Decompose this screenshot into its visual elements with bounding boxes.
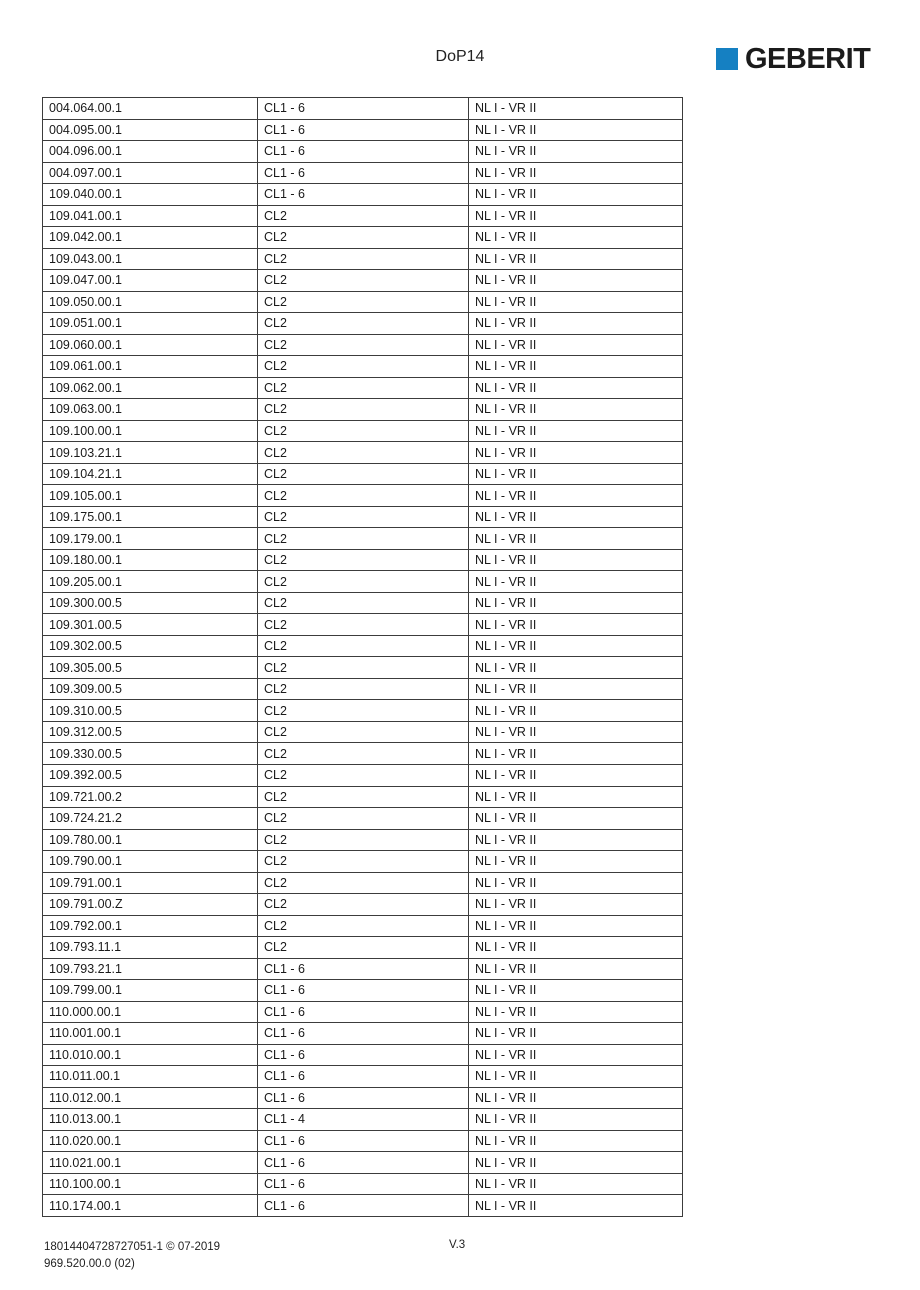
- class-cell: CL2: [258, 743, 469, 765]
- article-cell: 109.041.00.1: [43, 205, 258, 227]
- approval-cell: NL I - VR II: [469, 1001, 683, 1023]
- table-row: [43, 184, 683, 206]
- table-row: [43, 162, 683, 184]
- approval-cell: NL I - VR II: [469, 1152, 683, 1174]
- approval-cell: NL I - VR II: [469, 184, 683, 206]
- table-row: [43, 1109, 683, 1131]
- approval-cell: NL I - VR II: [469, 1066, 683, 1088]
- approval-cell: NL I - VR II: [469, 162, 683, 184]
- table-row: [43, 743, 683, 765]
- approval-cell: NL I - VR II: [469, 549, 683, 571]
- table-row: [43, 420, 683, 442]
- article-cell: 109.309.00.5: [43, 678, 258, 700]
- article-cell: 110.012.00.1: [43, 1087, 258, 1109]
- approval-cell: NL I - VR II: [469, 377, 683, 399]
- article-cell: 109.793.11.1: [43, 937, 258, 959]
- class-cell: CL1 - 6: [258, 1195, 469, 1217]
- footer-version: V.3: [449, 1239, 466, 1251]
- approval-cell: NL I - VR II: [469, 958, 683, 980]
- approval-cell: NL I - VR II: [469, 872, 683, 894]
- table-row: [43, 1152, 683, 1174]
- class-cell: CL2: [258, 786, 469, 808]
- approval-cell: NL I - VR II: [469, 119, 683, 141]
- table-row: [43, 506, 683, 528]
- table-row: [43, 1044, 683, 1066]
- class-cell: CL1 - 6: [258, 119, 469, 141]
- approval-cell: NL I - VR II: [469, 743, 683, 765]
- table-row: [43, 678, 683, 700]
- approval-cell: NL I - VR II: [469, 808, 683, 830]
- article-cell: 109.050.00.1: [43, 291, 258, 313]
- class-cell: CL1 - 6: [258, 958, 469, 980]
- table-row: [43, 657, 683, 679]
- approval-cell: NL I - VR II: [469, 98, 683, 120]
- class-cell: CL1 - 6: [258, 980, 469, 1002]
- article-cell: 109.179.00.1: [43, 528, 258, 550]
- table-row: [43, 614, 683, 636]
- class-cell: CL1 - 6: [258, 1087, 469, 1109]
- class-cell: CL1 - 6: [258, 1044, 469, 1066]
- article-cell: 109.103.21.1: [43, 442, 258, 464]
- table-row: [43, 700, 683, 722]
- class-cell: CL2: [258, 377, 469, 399]
- class-cell: CL1 - 6: [258, 1152, 469, 1174]
- article-cell: 109.302.00.5: [43, 635, 258, 657]
- table-row: [43, 721, 683, 743]
- table-row: [43, 205, 683, 227]
- article-cell: 109.330.00.5: [43, 743, 258, 765]
- geberit-logo-square-icon: [716, 48, 738, 70]
- article-cell: 109.062.00.1: [43, 377, 258, 399]
- table-row: [43, 463, 683, 485]
- table-row: [43, 270, 683, 292]
- approval-cell: NL I - VR II: [469, 786, 683, 808]
- table-row: [43, 764, 683, 786]
- article-cell: 109.205.00.1: [43, 571, 258, 593]
- approval-cell: NL I - VR II: [469, 270, 683, 292]
- class-cell: CL2: [258, 356, 469, 378]
- article-cell: 109.791.00.Z: [43, 894, 258, 916]
- class-cell: CL2: [258, 227, 469, 249]
- table-row: [43, 851, 683, 873]
- approval-cell: NL I - VR II: [469, 657, 683, 679]
- geberit-logo-text: GEBERIT: [745, 43, 871, 75]
- class-cell: CL2: [258, 592, 469, 614]
- article-cell: 004.095.00.1: [43, 119, 258, 141]
- article-cell: 109.310.00.5: [43, 700, 258, 722]
- class-cell: CL1 - 6: [258, 141, 469, 163]
- article-cell: 004.064.00.1: [43, 98, 258, 120]
- table-row: [43, 829, 683, 851]
- article-cell: 110.100.00.1: [43, 1173, 258, 1195]
- approval-cell: NL I - VR II: [469, 980, 683, 1002]
- approval-cell: NL I - VR II: [469, 678, 683, 700]
- table-row: [43, 141, 683, 163]
- article-cell: 109.060.00.1: [43, 334, 258, 356]
- table-row: [43, 291, 683, 313]
- approval-cell: NL I - VR II: [469, 635, 683, 657]
- article-cell: 110.000.00.1: [43, 1001, 258, 1023]
- approval-cell: NL I - VR II: [469, 1044, 683, 1066]
- article-cell: 109.040.00.1: [43, 184, 258, 206]
- class-cell: CL2: [258, 205, 469, 227]
- article-cell: 110.010.00.1: [43, 1044, 258, 1066]
- article-cell: 109.105.00.1: [43, 485, 258, 507]
- approval-cell: NL I - VR II: [469, 442, 683, 464]
- class-cell: CL1 - 6: [258, 1023, 469, 1045]
- approval-cell: NL I - VR II: [469, 894, 683, 916]
- class-cell: CL2: [258, 291, 469, 313]
- article-cell: 109.780.00.1: [43, 829, 258, 851]
- table-row: [43, 937, 683, 959]
- article-cell: 109.175.00.1: [43, 506, 258, 528]
- table-row: [43, 915, 683, 937]
- table-row: [43, 227, 683, 249]
- class-cell: CL1 - 6: [258, 1001, 469, 1023]
- class-cell: CL2: [258, 463, 469, 485]
- approval-cell: NL I - VR II: [469, 1087, 683, 1109]
- class-cell: CL2: [258, 872, 469, 894]
- table-row: [43, 635, 683, 657]
- approval-cell: NL I - VR II: [469, 485, 683, 507]
- table-row: [43, 786, 683, 808]
- class-cell: CL2: [258, 485, 469, 507]
- approval-cell: NL I - VR II: [469, 937, 683, 959]
- approval-cell: NL I - VR II: [469, 1023, 683, 1045]
- table-row: [43, 894, 683, 916]
- article-cell: 109.312.00.5: [43, 721, 258, 743]
- approval-cell: NL I - VR II: [469, 592, 683, 614]
- table-row: [43, 1001, 683, 1023]
- table-row: [43, 872, 683, 894]
- approval-cell: NL I - VR II: [469, 506, 683, 528]
- table-row: [43, 313, 683, 335]
- article-cell: 004.097.00.1: [43, 162, 258, 184]
- table-row: [43, 334, 683, 356]
- table-row: [43, 119, 683, 141]
- geberit-logo: [716, 43, 871, 75]
- table-row: [43, 958, 683, 980]
- class-cell: CL1 - 6: [258, 1173, 469, 1195]
- table-row: [43, 549, 683, 571]
- class-cell: CL2: [258, 399, 469, 421]
- approval-cell: NL I - VR II: [469, 721, 683, 743]
- approval-cell: NL I - VR II: [469, 829, 683, 851]
- approval-cell: NL I - VR II: [469, 614, 683, 636]
- class-cell: CL2: [258, 313, 469, 335]
- table-row: [43, 1173, 683, 1195]
- article-cell: 109.104.21.1: [43, 463, 258, 485]
- table-row: [43, 485, 683, 507]
- class-cell: CL2: [258, 635, 469, 657]
- article-cell: 109.301.00.5: [43, 614, 258, 636]
- article-cell: 109.100.00.1: [43, 420, 258, 442]
- article-cell: 110.174.00.1: [43, 1195, 258, 1217]
- class-cell: CL1 - 6: [258, 184, 469, 206]
- approval-cell: NL I - VR II: [469, 227, 683, 249]
- approval-cell: NL I - VR II: [469, 463, 683, 485]
- approval-cell: NL I - VR II: [469, 313, 683, 335]
- article-cell: 109.180.00.1: [43, 549, 258, 571]
- table-row: [43, 98, 683, 120]
- article-cell: 110.013.00.1: [43, 1109, 258, 1131]
- articles-table-body: [43, 98, 683, 1217]
- approval-cell: NL I - VR II: [469, 1130, 683, 1152]
- approval-cell: NL I - VR II: [469, 915, 683, 937]
- class-cell: CL1 - 6: [258, 162, 469, 184]
- approval-cell: NL I - VR II: [469, 700, 683, 722]
- approval-cell: NL I - VR II: [469, 1109, 683, 1131]
- class-cell: CL2: [258, 678, 469, 700]
- class-cell: CL2: [258, 614, 469, 636]
- class-cell: CL1 - 6: [258, 1066, 469, 1088]
- class-cell: CL1 - 4: [258, 1109, 469, 1131]
- approval-cell: NL I - VR II: [469, 291, 683, 313]
- table-row: [43, 1130, 683, 1152]
- article-cell: 110.011.00.1: [43, 1066, 258, 1088]
- article-cell: 109.724.21.2: [43, 808, 258, 830]
- table-row: [43, 356, 683, 378]
- class-cell: CL2: [258, 851, 469, 873]
- article-cell: 110.001.00.1: [43, 1023, 258, 1045]
- table-row: [43, 571, 683, 593]
- table-row: [43, 980, 683, 1002]
- approval-cell: NL I - VR II: [469, 851, 683, 873]
- article-cell: 109.042.00.1: [43, 227, 258, 249]
- table-row: [43, 1087, 683, 1109]
- table-row: [43, 808, 683, 830]
- table-row: [43, 592, 683, 614]
- class-cell: CL2: [258, 808, 469, 830]
- class-cell: CL1 - 6: [258, 98, 469, 120]
- approval-cell: NL I - VR II: [469, 356, 683, 378]
- approval-cell: NL I - VR II: [469, 1173, 683, 1195]
- article-cell: 109.793.21.1: [43, 958, 258, 980]
- approval-cell: NL I - VR II: [469, 205, 683, 227]
- footer-doc-id: 18014404728727051-1 © 07-2019: [44, 1241, 221, 1253]
- article-cell: 109.047.00.1: [43, 270, 258, 292]
- class-cell: CL2: [258, 657, 469, 679]
- page-title: DoP14: [435, 48, 485, 65]
- footer-references: [44, 1239, 220, 1273]
- article-cell: 109.051.00.1: [43, 313, 258, 335]
- table-row: [43, 528, 683, 550]
- article-cell: 109.799.00.1: [43, 980, 258, 1002]
- class-cell: CL2: [258, 334, 469, 356]
- approval-cell: NL I - VR II: [469, 571, 683, 593]
- approval-cell: NL I - VR II: [469, 334, 683, 356]
- articles-table: [42, 97, 683, 1217]
- approval-cell: NL I - VR II: [469, 764, 683, 786]
- table-row: [43, 1195, 683, 1217]
- article-cell: 109.061.00.1: [43, 356, 258, 378]
- table-row: [43, 1023, 683, 1045]
- class-cell: CL2: [258, 721, 469, 743]
- approval-cell: NL I - VR II: [469, 528, 683, 550]
- class-cell: CL2: [258, 894, 469, 916]
- approval-cell: NL I - VR II: [469, 399, 683, 421]
- class-cell: CL2: [258, 915, 469, 937]
- class-cell: CL2: [258, 528, 469, 550]
- article-cell: 109.791.00.1: [43, 872, 258, 894]
- article-cell: 109.792.00.1: [43, 915, 258, 937]
- class-cell: CL2: [258, 700, 469, 722]
- article-cell: 109.305.00.5: [43, 657, 258, 679]
- table-row: [43, 377, 683, 399]
- class-cell: CL2: [258, 270, 469, 292]
- class-cell: CL2: [258, 937, 469, 959]
- footer-doc-number: 969.520.00.0 (02): [44, 1258, 135, 1270]
- class-cell: CL2: [258, 549, 469, 571]
- approval-cell: NL I - VR II: [469, 141, 683, 163]
- article-cell: 109.300.00.5: [43, 592, 258, 614]
- article-cell: 109.721.00.2: [43, 786, 258, 808]
- article-cell: 004.096.00.1: [43, 141, 258, 163]
- article-cell: 109.790.00.1: [43, 851, 258, 873]
- approval-cell: NL I - VR II: [469, 1195, 683, 1217]
- approval-cell: NL I - VR II: [469, 420, 683, 442]
- class-cell: CL2: [258, 506, 469, 528]
- class-cell: CL2: [258, 764, 469, 786]
- class-cell: CL2: [258, 420, 469, 442]
- approval-cell: NL I - VR II: [469, 248, 683, 270]
- article-cell: 110.020.00.1: [43, 1130, 258, 1152]
- table-row: [43, 1066, 683, 1088]
- table-row: [43, 442, 683, 464]
- table-row: [43, 399, 683, 421]
- article-cell: 110.021.00.1: [43, 1152, 258, 1174]
- article-cell: 109.043.00.1: [43, 248, 258, 270]
- article-cell: 109.063.00.1: [43, 399, 258, 421]
- article-cell: 109.392.00.5: [43, 764, 258, 786]
- class-cell: CL2: [258, 442, 469, 464]
- class-cell: CL1 - 6: [258, 1130, 469, 1152]
- class-cell: CL2: [258, 248, 469, 270]
- table-row: [43, 248, 683, 270]
- class-cell: CL2: [258, 571, 469, 593]
- class-cell: CL2: [258, 829, 469, 851]
